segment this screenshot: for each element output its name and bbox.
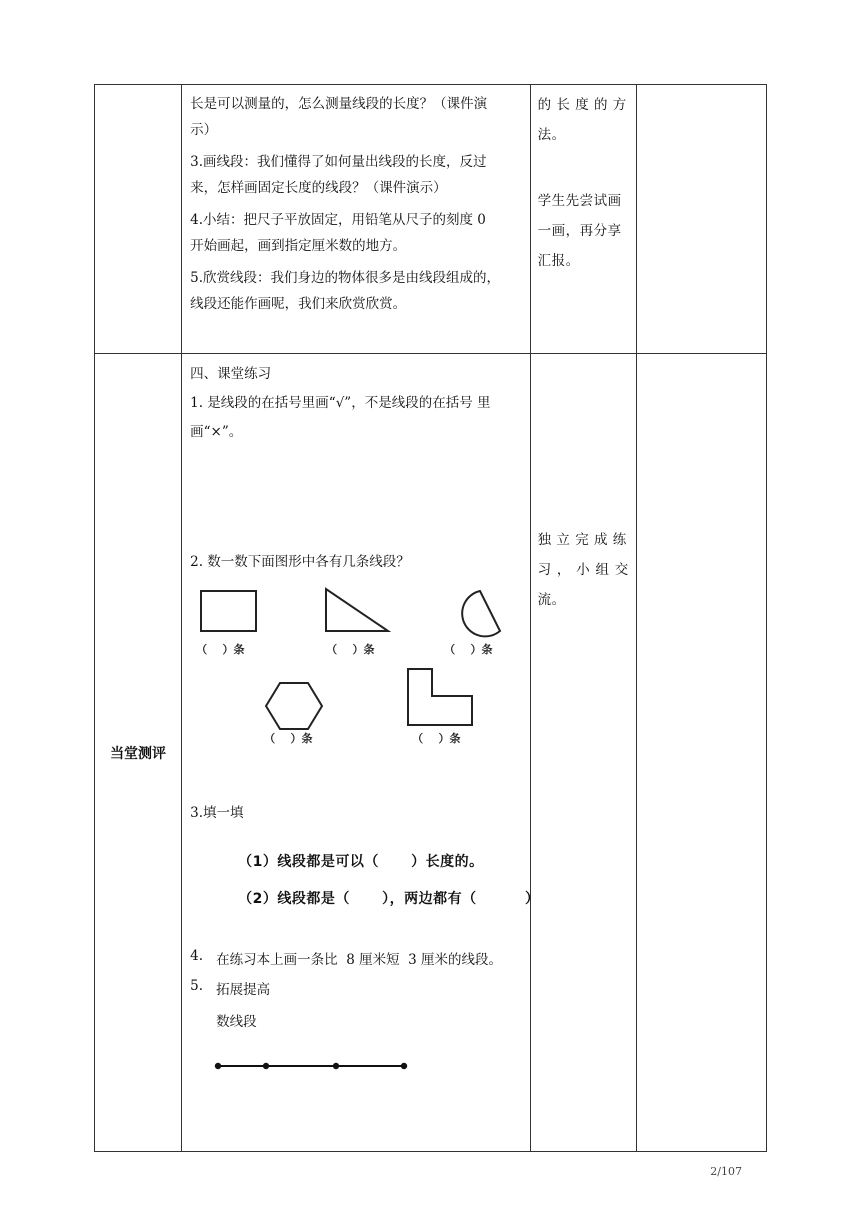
number-line-figure — [182, 1054, 530, 1084]
page-number: 2/107 — [710, 1165, 742, 1178]
question-5: 拓展提高 — [216, 982, 271, 998]
exercise-heading: 四、课堂练习 — [190, 366, 272, 382]
text-line: 5.欣赏线段：我们身边的物体很多是由线段组成的， — [190, 270, 501, 286]
text-line: 一画，再分享 — [537, 223, 622, 239]
question-3: 3.填一填 — [190, 805, 244, 821]
hexagon-shape — [266, 683, 322, 729]
text-line: 法。 — [537, 127, 566, 143]
triangle-shape — [326, 589, 388, 631]
table-row-assessment — [95, 354, 767, 1152]
shape-label: （ ）条 — [264, 732, 313, 745]
question-4: 在练习本上画一条比 8 厘米短 3 厘米的线段。 — [216, 952, 503, 968]
section-label: 当堂测评 — [95, 354, 182, 1152]
exercise-cell — [182, 354, 540, 1152]
fill-blank-2: （2）线段都是（ ），两边都有（ ） — [238, 891, 540, 907]
text-line: 3.画线段：我们懂得了如何量出线段的长度，反过 — [190, 154, 487, 170]
question-5-sub: 数线段 — [216, 1014, 257, 1030]
question-5-number: 5. — [190, 978, 204, 994]
notes-cell — [636, 354, 766, 1152]
text-line: 示） — [190, 122, 218, 138]
text-line: 线段还能作画呢，我们来欣赏欣赏。 — [190, 296, 407, 312]
question-1-line-2: 画“×”。 — [190, 424, 243, 440]
table-row-teaching — [95, 85, 767, 354]
shape-label: （ ）条 — [412, 732, 461, 745]
text-line: 4.小结：把尺子平放固定，用铅笔从尺子的刻度 0 — [190, 212, 486, 228]
l-shape — [408, 669, 472, 725]
segment-point — [215, 1063, 221, 1069]
section-cell-empty — [95, 85, 182, 354]
text-line: 学生先尝试画 — [537, 193, 622, 209]
question-2: 2. 数一数下面图形中各有几条线段？ — [190, 554, 410, 570]
text-line: 来，怎样画固定长度的线段？（课件演示） — [190, 180, 447, 196]
shape-label: （ ）条 — [444, 643, 493, 656]
shapes-figure — [182, 584, 530, 754]
shape-label: （ ）条 — [196, 643, 245, 656]
text-line: 开始画起，画到指定厘米数的地方。 — [190, 238, 407, 254]
question-1-line-1: 1. 是线段的在括号里画“√”，不是线段的在括号 里 — [190, 395, 491, 411]
segment-point — [401, 1063, 407, 1069]
text-line: 的 长 度 的 方 — [537, 97, 627, 113]
student-activity-cell — [530, 354, 636, 1152]
shape-label: （ ）条 — [326, 643, 375, 656]
teaching-content-cell — [182, 85, 531, 354]
notes-cell — [636, 85, 766, 354]
lesson-plan-table — [94, 84, 767, 1152]
rectangle-shape — [201, 591, 256, 631]
fill-blank-1: （1）线段都是可以（ ）长度的。 — [238, 854, 484, 870]
text-line: 汇报。 — [537, 253, 580, 269]
question-4-number: 4. — [190, 948, 204, 964]
text-line: 独 立 完 成 练 — [537, 532, 627, 548]
student-activity-cell — [530, 85, 636, 354]
semicircle-shape — [462, 591, 500, 636]
text-line: 习，小组交流。 — [537, 562, 629, 608]
text-line: 长是可以测量的，怎么测量线段的长度？（课件演 — [190, 96, 488, 112]
segment-point — [263, 1063, 269, 1069]
segment-point — [333, 1063, 339, 1069]
